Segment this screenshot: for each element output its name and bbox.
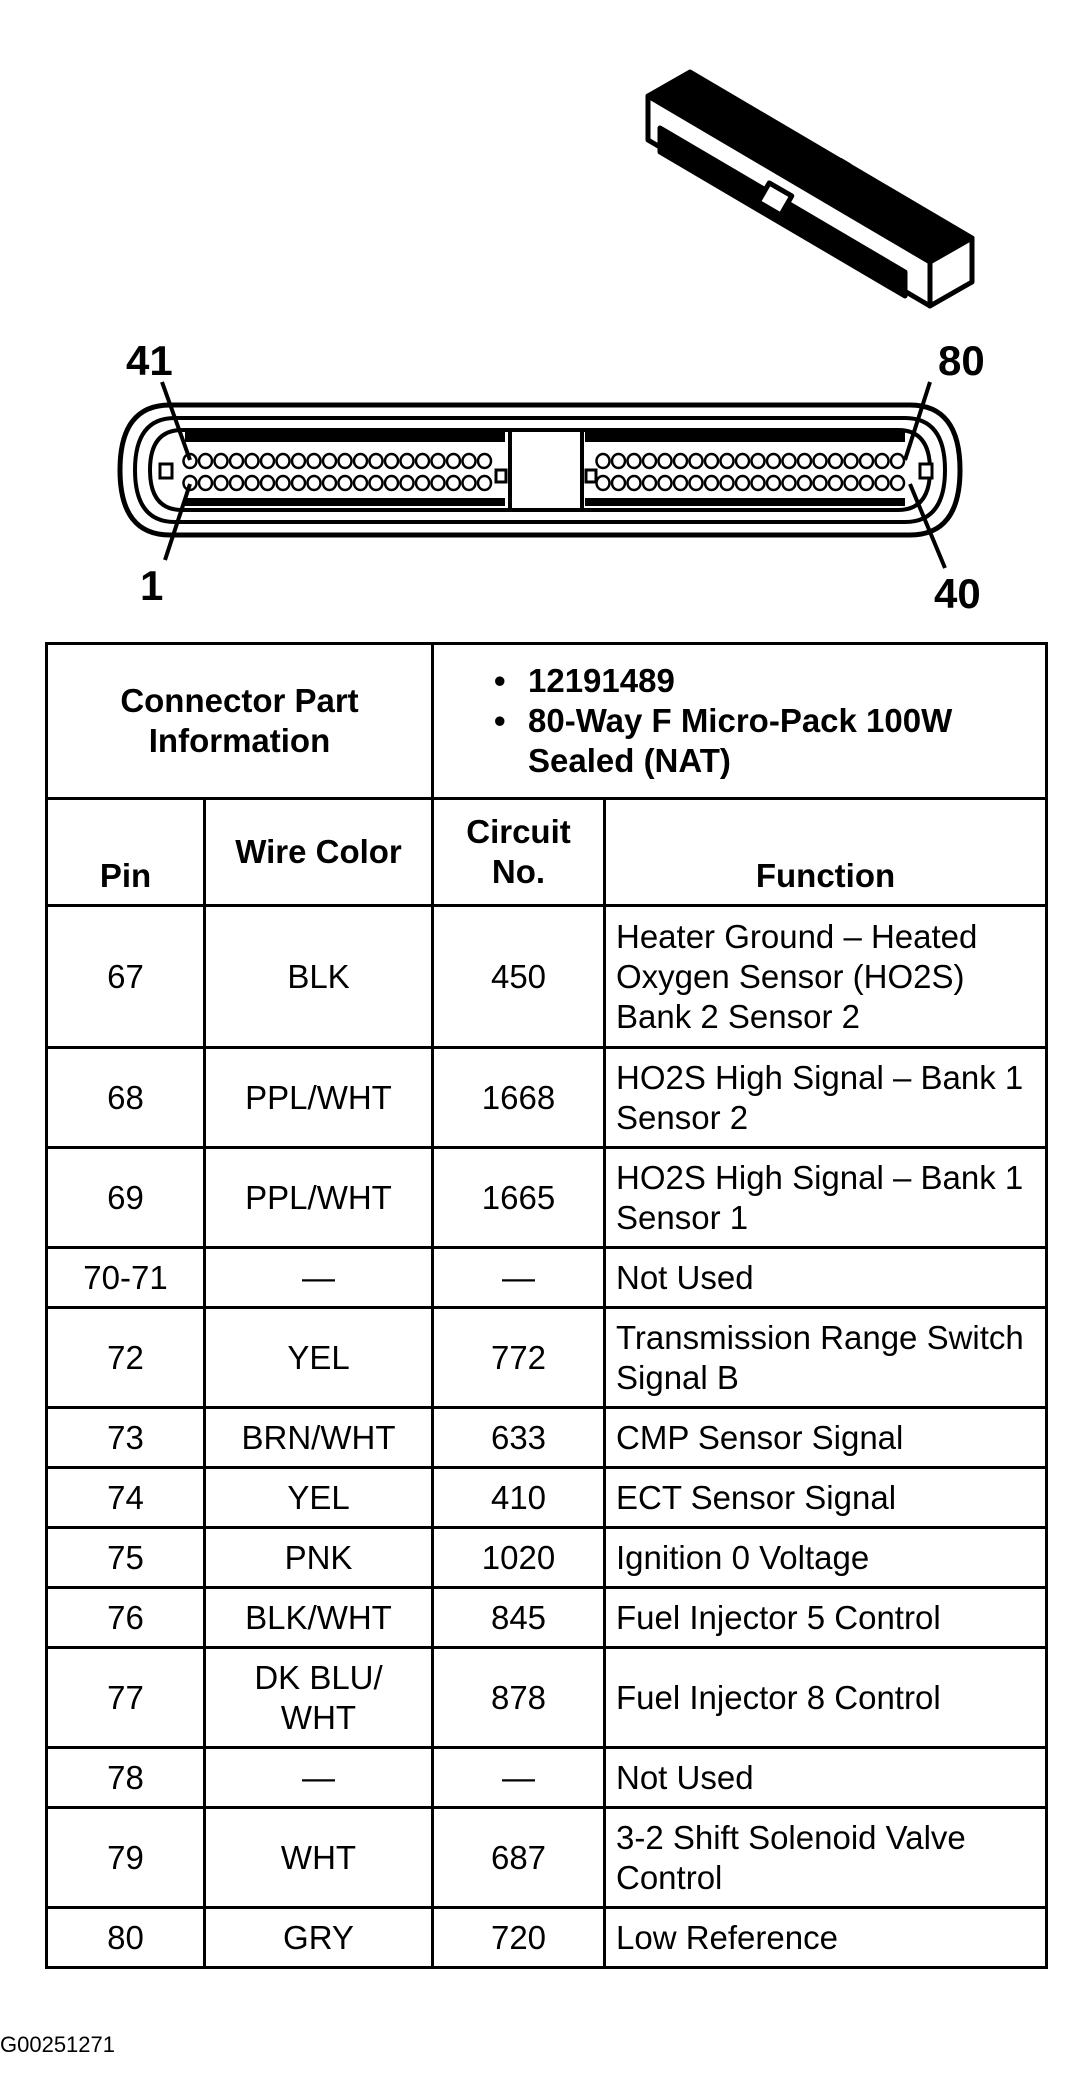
part-number: • 12191489 bbox=[494, 661, 1035, 701]
part-info-label: Connector Part Information bbox=[47, 644, 433, 799]
connector-pin bbox=[721, 454, 734, 468]
cell-pin: 78 bbox=[47, 1748, 205, 1808]
table-row bbox=[47, 1748, 1047, 1808]
table-row bbox=[47, 1588, 1047, 1648]
cell-pin: 80 bbox=[47, 1908, 205, 1968]
connector-pin bbox=[339, 476, 352, 490]
connector-pin bbox=[339, 454, 352, 468]
header-pin: Pin bbox=[47, 799, 205, 906]
cell-pin: 70-71 bbox=[47, 1248, 205, 1308]
cell-wire-color: PPL/WHT bbox=[205, 1148, 433, 1248]
cell-wire-color: BLK bbox=[205, 906, 433, 1048]
cell-pin: 72 bbox=[47, 1308, 205, 1408]
connector-pin bbox=[612, 454, 625, 468]
connector-pin bbox=[798, 476, 811, 490]
connector-pin bbox=[783, 476, 796, 490]
connector-pin bbox=[323, 476, 336, 490]
connector-pin bbox=[891, 454, 904, 468]
cell-circuit: 845 bbox=[433, 1588, 605, 1648]
connector-pin bbox=[845, 454, 858, 468]
connector-pin bbox=[261, 476, 274, 490]
part-info-row bbox=[47, 644, 1047, 799]
connector-pin bbox=[447, 476, 460, 490]
pin-label-41: 41 bbox=[126, 337, 173, 384]
connector-pin bbox=[674, 454, 687, 468]
connector-pin bbox=[721, 476, 734, 490]
cell-function: Not Used bbox=[605, 1748, 1047, 1808]
connector-pin bbox=[401, 476, 414, 490]
cell-pin: 76 bbox=[47, 1588, 205, 1648]
connector-pin bbox=[752, 454, 765, 468]
connector-pin bbox=[860, 476, 873, 490]
cell-wire-color: — bbox=[205, 1248, 433, 1308]
connector-pin bbox=[876, 476, 889, 490]
connector-pin bbox=[891, 476, 904, 490]
connector-pin bbox=[643, 476, 656, 490]
pin-label-40: 40 bbox=[934, 570, 981, 617]
part-description: • 80-Way F Micro-Pack 100W Sealed (NAT) bbox=[494, 701, 1035, 781]
connector-pin bbox=[736, 454, 749, 468]
connector-pin bbox=[814, 476, 827, 490]
table-row bbox=[47, 1648, 1047, 1748]
connector-pin bbox=[354, 454, 367, 468]
figure-id: G00251271 bbox=[0, 2032, 115, 2057]
cell-circuit: 878 bbox=[433, 1648, 605, 1748]
connector-pin bbox=[628, 454, 641, 468]
connector-pin bbox=[478, 476, 491, 490]
connector-pin bbox=[597, 476, 610, 490]
connector-pin bbox=[478, 454, 491, 468]
table-row bbox=[47, 1808, 1047, 1908]
cell-pin: 75 bbox=[47, 1528, 205, 1588]
connector-pin bbox=[385, 454, 398, 468]
table-header-row bbox=[47, 799, 1047, 906]
connector-pin bbox=[705, 476, 718, 490]
connector-pin bbox=[643, 454, 656, 468]
cell-function: Ignition 0 Voltage bbox=[605, 1528, 1047, 1588]
cell-wire-color: BLK/WHT bbox=[205, 1588, 433, 1648]
cell-wire-color: GRY bbox=[205, 1908, 433, 1968]
connector-pin bbox=[659, 476, 672, 490]
cell-circuit: 720 bbox=[433, 1908, 605, 1968]
cell-pin: 74 bbox=[47, 1468, 205, 1528]
cell-pin: 77 bbox=[47, 1648, 205, 1748]
connector-pin bbox=[215, 476, 228, 490]
table-row bbox=[47, 1248, 1047, 1308]
pin-label-80: 80 bbox=[938, 337, 985, 384]
cell-wire-color: — bbox=[205, 1748, 433, 1808]
table-row bbox=[47, 1048, 1047, 1148]
cell-pin: 73 bbox=[47, 1408, 205, 1468]
connector-pin bbox=[628, 476, 641, 490]
connector-pin bbox=[783, 454, 796, 468]
cell-circuit: 772 bbox=[433, 1308, 605, 1408]
cell-circuit: 687 bbox=[433, 1808, 605, 1908]
cell-function: 3-2 Shift Solenoid Valve Control bbox=[605, 1808, 1047, 1908]
connector-pin bbox=[463, 454, 476, 468]
header-function: Function bbox=[605, 799, 1047, 906]
connector-pin bbox=[876, 454, 889, 468]
cell-function: Transmission Range Switch Signal B bbox=[605, 1308, 1047, 1408]
connector-pin bbox=[416, 454, 429, 468]
connector-pin bbox=[292, 454, 305, 468]
part-info-values bbox=[433, 644, 1047, 799]
cell-pin: 68 bbox=[47, 1048, 205, 1148]
connector-pin bbox=[385, 476, 398, 490]
connector-pin bbox=[354, 476, 367, 490]
cell-pin: 69 bbox=[47, 1148, 205, 1248]
connector-pin bbox=[845, 476, 858, 490]
cell-function: HO2S High Signal – Bank 1 Sensor 1 bbox=[605, 1148, 1047, 1248]
connector-pin bbox=[416, 476, 429, 490]
connector-pin bbox=[612, 476, 625, 490]
connector-pin bbox=[401, 454, 414, 468]
cell-circuit: 450 bbox=[433, 906, 605, 1048]
cell-circuit: 1668 bbox=[433, 1048, 605, 1148]
cell-circuit: 410 bbox=[433, 1468, 605, 1528]
cell-function: ECT Sensor Signal bbox=[605, 1468, 1047, 1528]
header-wire-color: Wire Color bbox=[205, 799, 433, 906]
connector-pin bbox=[230, 454, 243, 468]
connector-pin bbox=[432, 476, 445, 490]
connector-pin bbox=[597, 454, 610, 468]
cell-circuit: 1665 bbox=[433, 1148, 605, 1248]
connector-pin bbox=[261, 454, 274, 468]
connector-pin bbox=[370, 476, 383, 490]
header-circuit-no: Circuit No. bbox=[433, 799, 605, 906]
cell-function: Fuel Injector 8 Control bbox=[605, 1648, 1047, 1748]
connector-pin bbox=[308, 454, 321, 468]
connector-pin bbox=[860, 454, 873, 468]
cell-wire-color: YEL bbox=[205, 1308, 433, 1408]
cell-function: CMP Sensor Signal bbox=[605, 1408, 1047, 1468]
cell-pin: 79 bbox=[47, 1808, 205, 1908]
connector-pin bbox=[690, 476, 703, 490]
connector-pin bbox=[277, 476, 290, 490]
connector-pin bbox=[674, 476, 687, 490]
table-row bbox=[47, 1308, 1047, 1408]
table-row bbox=[47, 1528, 1047, 1588]
cell-wire-color: PNK bbox=[205, 1528, 433, 1588]
cell-circuit: 633 bbox=[433, 1408, 605, 1468]
connector-pin bbox=[370, 454, 383, 468]
connector-pin bbox=[246, 476, 259, 490]
connector-pin bbox=[798, 454, 811, 468]
connector-pin bbox=[736, 476, 749, 490]
connector-pin bbox=[659, 454, 672, 468]
connector-pin bbox=[829, 454, 842, 468]
connector-pin bbox=[292, 476, 305, 490]
connector-pin bbox=[277, 454, 290, 468]
cell-wire-color: WHT bbox=[205, 1808, 433, 1908]
connector-pin bbox=[230, 476, 243, 490]
cell-function: Fuel Injector 5 Control bbox=[605, 1588, 1047, 1648]
connector-pin bbox=[323, 454, 336, 468]
connector-pin bbox=[463, 476, 476, 490]
connector-drawing bbox=[0, 0, 1092, 640]
table-row bbox=[47, 1468, 1047, 1528]
cell-circuit: 1020 bbox=[433, 1528, 605, 1588]
table-row bbox=[47, 1908, 1047, 1968]
cell-function: HO2S High Signal – Bank 1 Sensor 2 bbox=[605, 1048, 1047, 1148]
cell-circuit: — bbox=[433, 1248, 605, 1308]
connector-pin bbox=[767, 476, 780, 490]
cell-function: Not Used bbox=[605, 1248, 1047, 1308]
cell-function: Low Reference bbox=[605, 1908, 1047, 1968]
connector-pin bbox=[215, 454, 228, 468]
connector-3d-icon bbox=[648, 72, 972, 306]
connector-pin bbox=[199, 476, 212, 490]
connector-face bbox=[120, 405, 960, 535]
connector-pin bbox=[308, 476, 321, 490]
table-row bbox=[47, 906, 1047, 1048]
cell-wire-color: YEL bbox=[205, 1468, 433, 1528]
cell-wire-color: BRN/WHT bbox=[205, 1408, 433, 1468]
connector-pin bbox=[814, 454, 827, 468]
table-row bbox=[47, 1148, 1047, 1248]
pin-label-1: 1 bbox=[140, 562, 164, 609]
cell-function: Heater Ground – Heated Oxygen Sensor (HO2S) Bank 2 Sensor 2 bbox=[605, 906, 1047, 1048]
connector-pin bbox=[432, 454, 445, 468]
pin-function-table bbox=[45, 642, 1048, 1969]
cell-wire-color: PPL/WHT bbox=[205, 1048, 433, 1148]
cell-wire-color: DK BLU/ WHT bbox=[205, 1648, 433, 1748]
cell-pin: 67 bbox=[47, 906, 205, 1048]
connector-pin bbox=[246, 454, 259, 468]
connector-pin bbox=[447, 454, 460, 468]
cell-circuit: — bbox=[433, 1748, 605, 1808]
connector-pin bbox=[199, 454, 212, 468]
connector-pin bbox=[705, 454, 718, 468]
connector-pin bbox=[829, 476, 842, 490]
table-row bbox=[47, 1408, 1047, 1468]
connector-pin bbox=[690, 454, 703, 468]
connector-pin bbox=[767, 454, 780, 468]
connector-pin bbox=[752, 476, 765, 490]
